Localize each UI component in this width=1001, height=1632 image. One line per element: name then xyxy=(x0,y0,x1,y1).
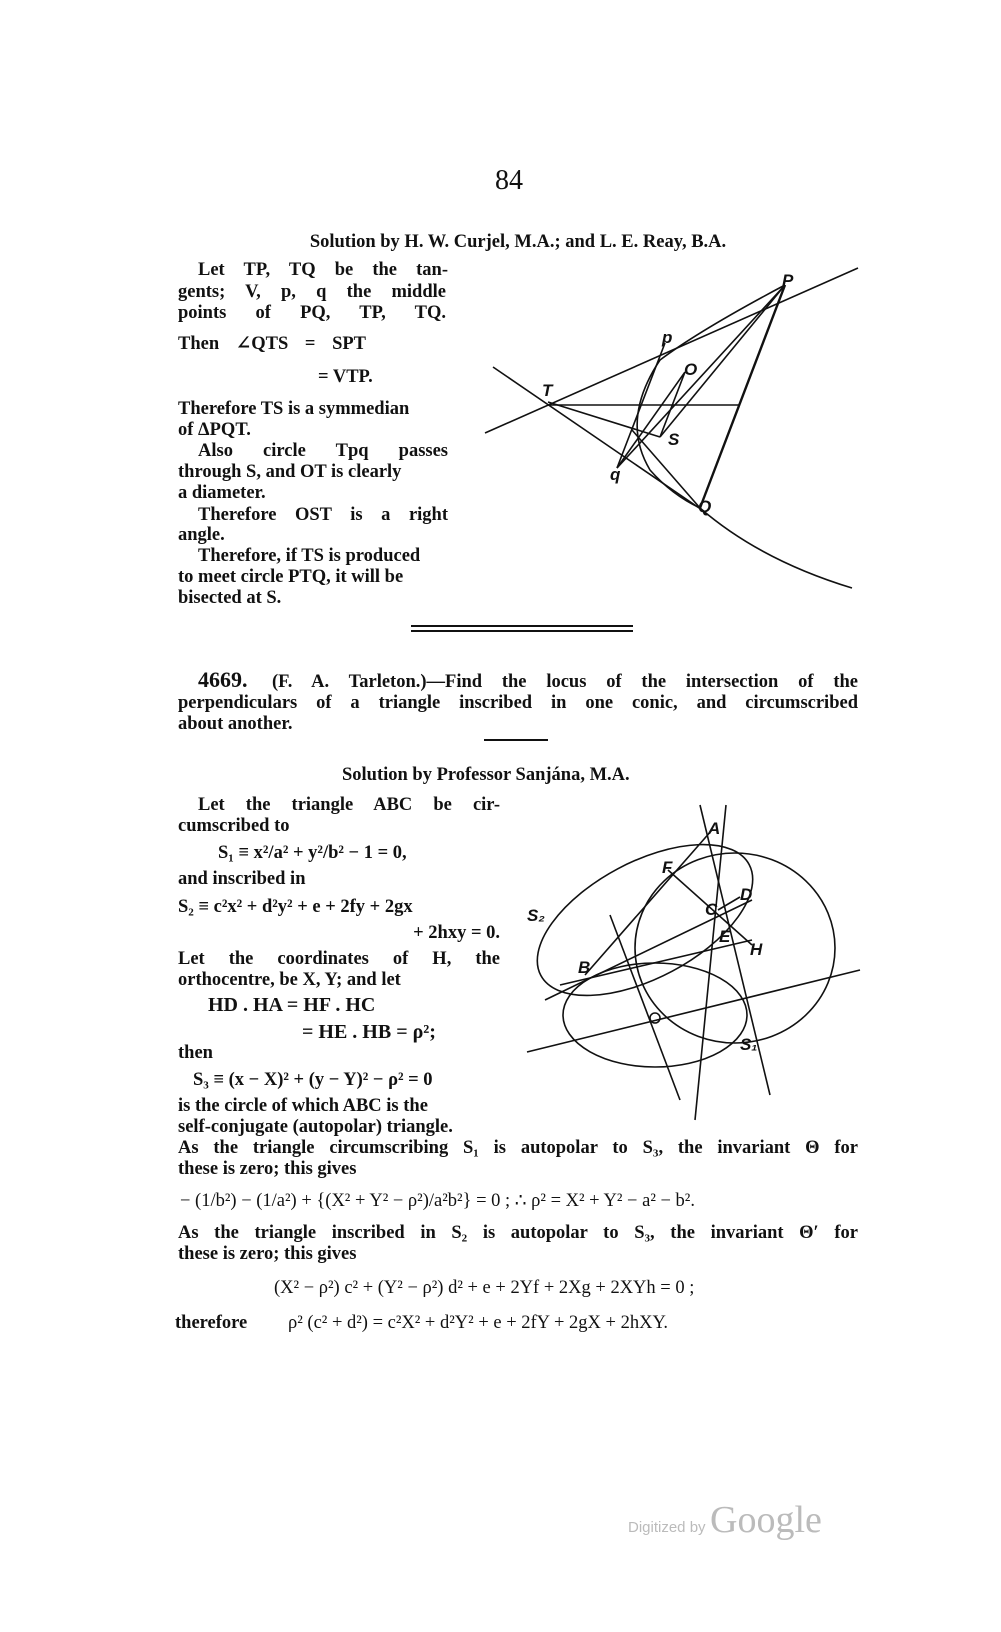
text-line: Let TP, TQ be the tan- xyxy=(198,260,448,280)
text-line: Therefore, if TS is produced xyxy=(198,546,421,566)
text-line: therefore xyxy=(175,1313,248,1333)
label-E: E xyxy=(719,927,731,946)
text-line: (F. A. Tarleton.)—Find the locus of the intersection of the xyxy=(272,672,858,692)
question-number: 4669. xyxy=(198,667,248,692)
label-O: O xyxy=(684,360,698,379)
text-line: cumscribed to xyxy=(178,816,290,836)
google-watermark xyxy=(628,1498,822,1542)
label-B: B xyxy=(578,958,591,977)
text-line: angle. xyxy=(178,525,225,545)
text-line: these is zero; this gives xyxy=(178,1159,357,1179)
text-line: self-conjugate (autopolar) triangle. xyxy=(178,1117,453,1137)
text-line: to meet circle PTQ, it will be xyxy=(178,567,404,587)
page-number: 84 xyxy=(495,165,523,196)
text-line: gents; V, p, q the middle xyxy=(178,282,446,302)
label-F: F xyxy=(662,858,673,877)
equation: HD . HA = HF . HC xyxy=(208,994,376,1016)
text-line: orthocentre, be X, Y; and let xyxy=(178,970,401,990)
label-Q: Q xyxy=(698,497,712,516)
text-line: perpendiculars of a triangle inscribed in one conic, and circumscribed xyxy=(178,693,858,713)
label-S: S xyxy=(668,430,680,449)
text-line: these is zero; this gives xyxy=(178,1244,357,1264)
text-line: Therefore TS is a symmedian xyxy=(178,399,410,419)
equation: ρ² (c² + d²) = c²X² + d²Y² + e + 2fY + 2gX + 2hXY. xyxy=(288,1313,669,1333)
equation: (X² − ρ²) c² + (Y² − ρ²) d² + e + 2Yf + 2Xg + 2XYh = 0 ; xyxy=(274,1278,695,1298)
text-line: about another. xyxy=(178,714,293,734)
text-line: points of PQ, TP, TQ. xyxy=(178,303,446,323)
label-A: A xyxy=(708,819,721,838)
solution1-header-text: Solution by H. W. Curjel, M.A.; and L. E. Reay, B.A. xyxy=(309,232,727,252)
text-line: of ΔPQT. xyxy=(178,420,251,440)
text-line: is the circle of which ABC is the xyxy=(178,1096,428,1116)
label-T: T xyxy=(542,381,553,400)
watermark-prefix: Digitized by xyxy=(628,1519,706,1536)
label-q: q xyxy=(610,465,621,484)
text-line: and inscribed in xyxy=(178,869,306,889)
equation: + 2hxy = 0. xyxy=(413,923,500,943)
text-line: As the triangle inscribed in S₂ is autopolar to S₃, the invariant Θ′ for xyxy=(178,1223,858,1243)
equation: S₁ ≡ x²/a² + y²/b² − 1 = 0, xyxy=(218,843,407,863)
figure-conics xyxy=(514,805,860,1120)
text-line: then xyxy=(178,1043,213,1063)
text-line: = VTP. xyxy=(318,367,373,387)
label-S2: S₂ xyxy=(527,906,545,925)
equation: S₂ ≡ c²x² + d²y² + e + 2fy + 2gx xyxy=(178,897,413,917)
text-line: bisected at S. xyxy=(178,588,282,608)
text-line: Let the triangle ABC be cir- xyxy=(198,795,500,815)
equation: − (1/b²) − (1/a²) + {(X² + Y² − ρ²)/a²b²} = 0 ; ∴ ρ² = X² + Y² − a² − b². xyxy=(180,1191,695,1211)
figure-tangents xyxy=(485,268,858,588)
watermark-brand: Google xyxy=(710,1499,822,1541)
label-P: P xyxy=(782,271,794,290)
label-S1: S₁ xyxy=(740,1035,758,1054)
text-line: Also circle Tpq passes xyxy=(198,441,448,461)
label-C: C xyxy=(705,900,718,919)
text-line: Therefore OST is a right xyxy=(198,505,448,525)
text-line: Then ∠QTS = SPT xyxy=(178,334,366,354)
solution2-header: Solution by Professor Sanjána, M.A. xyxy=(342,765,630,785)
text-line: through S, and OT is clearly xyxy=(178,462,402,482)
label-H: H xyxy=(750,940,763,959)
label-D: D xyxy=(740,885,753,904)
text-line: Let the coordinates of H, the xyxy=(178,949,500,969)
equation: = HE . HB = ρ²; xyxy=(302,1021,436,1043)
text-line: a diameter. xyxy=(178,483,266,503)
text-line: As the triangle circumscribing S₁ is autopolar to S₃, the invariant Θ for xyxy=(178,1138,858,1158)
label-p: p xyxy=(662,328,673,347)
equation: S₃ ≡ (x − X)² + (y − Y)² − ρ² = 0 xyxy=(193,1070,433,1090)
